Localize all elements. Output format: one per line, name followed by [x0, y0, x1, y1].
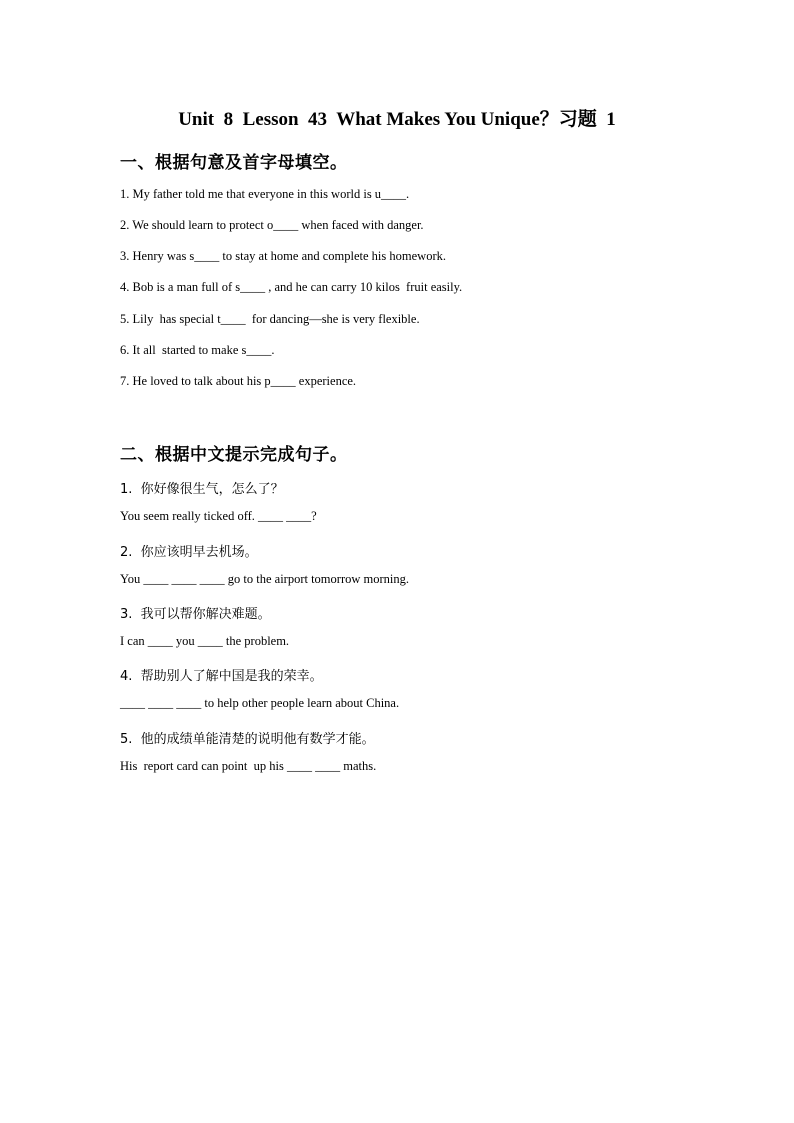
- section-2-item-5-english: His report card can point up his ____ ____ maths.: [120, 759, 377, 773]
- section-1-item-2: 2. We should learn to protect o____ when faced with danger.: [120, 218, 424, 232]
- section-1-item-4: 4. Bob is a man full of s____ , and he can carry 10 kilos fruit easily.: [120, 280, 463, 294]
- section-1-item-6: 6. It all started to make s____.: [120, 343, 275, 357]
- section-2-item-4-chinese: 4. 帮助别人了解中国是我的荣幸。: [120, 669, 323, 684]
- section-2-item-5-chinese: 5. 他的成绩单能清楚的说明他有数学才能。: [120, 732, 375, 747]
- section-2-item-2-english: You ____ ____ ____ go to the airport tomorrow morning.: [120, 572, 409, 586]
- page-title: Unit 8 Lesson 43 What Makes You Unique？习题 1: [178, 109, 616, 130]
- section-2-item-1-english: You seem really ticked off. ____ ____?: [120, 509, 317, 523]
- section-2-item-2-chinese: 2. 你应该明早去机场。: [120, 545, 258, 560]
- section-2-heading: 二、根据中文提示完成句子。: [120, 445, 348, 465]
- section-2-item-3-english: I can ____ you ____ the problem.: [120, 634, 290, 648]
- section-1-item-5: 5. Lily has special t____ for dancing—she is very flexible.: [120, 312, 420, 326]
- section-2-item-4-english: ____ ____ ____ to help other people learn about China.: [120, 696, 400, 710]
- section-2-item-1-chinese: 1. 你好像很生气，怎么了？: [120, 482, 284, 497]
- section-1-heading: 一、根据句意及首字母填空。: [120, 153, 348, 173]
- section-1-item-1: 1. My father told me that everyone in this world is u____.: [120, 187, 410, 201]
- section-1-item-7: 7. He loved to talk about his p____ experience.: [120, 374, 357, 388]
- section-2-item-3-chinese: 3. 我可以帮你解决难题。: [120, 607, 271, 622]
- section-1-item-3: 3. Henry was s____ to stay at home and complete his homework.: [120, 249, 446, 263]
